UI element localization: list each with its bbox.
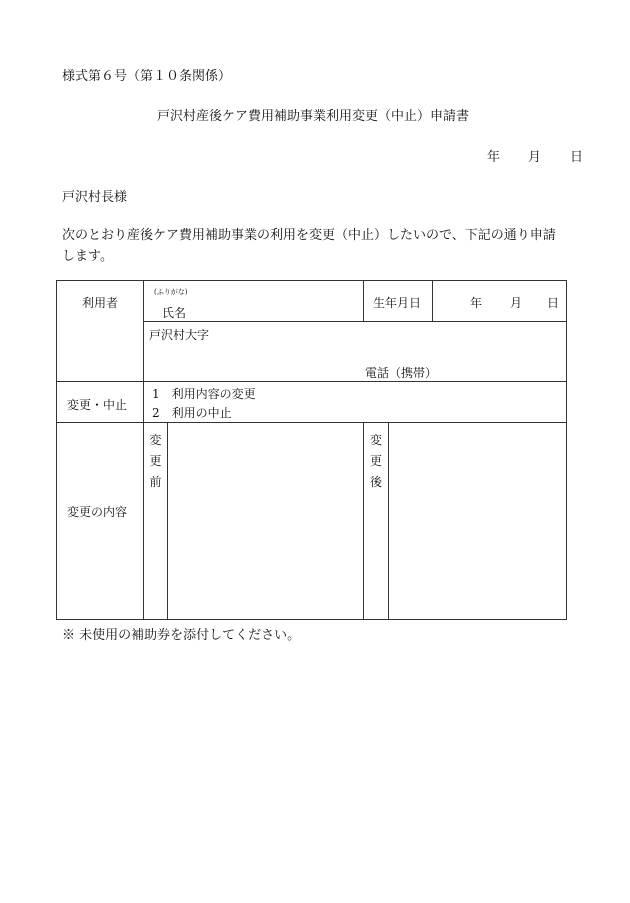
name-label: 氏名 bbox=[162, 306, 187, 320]
footnote: ※ 未使用の補助券を添付してください。 bbox=[62, 628, 301, 643]
change-stop-label: 変更・中止 bbox=[67, 398, 128, 412]
birthdate-label: 生年月日 bbox=[373, 296, 422, 310]
date-year-label: 年 bbox=[487, 150, 501, 165]
date-day-label: 日 bbox=[570, 150, 584, 165]
addressee: 戸沢村長様 bbox=[62, 190, 128, 205]
birth-year-label: 年 bbox=[470, 296, 483, 310]
form-number: 様式第６号（第１０条関係） bbox=[62, 69, 232, 84]
birthdate-field[interactable] bbox=[433, 282, 565, 320]
address-prefix: 戸沢村大字 bbox=[149, 328, 210, 342]
after-change-label: 変 更 後 bbox=[369, 433, 382, 489]
before-change-label: 変 更 前 bbox=[149, 433, 162, 489]
option-change-content[interactable]: 1 利用内容の変更 bbox=[152, 387, 256, 401]
date-month-label: 月 bbox=[528, 150, 542, 165]
option-stop-use[interactable]: 2 利用の中止 bbox=[152, 406, 232, 420]
intro-line-2: します。 bbox=[62, 249, 113, 264]
birth-day-label: 日 bbox=[547, 296, 560, 310]
before-change-field[interactable] bbox=[168, 423, 362, 618]
change-content-label: 変更の内容 bbox=[67, 505, 128, 519]
after-change-field[interactable] bbox=[389, 423, 565, 618]
furigana-label: (ふりがな) bbox=[154, 288, 188, 296]
page-title: 戸沢村産後ケア費用補助事業利用変更（中止）申請書 bbox=[157, 109, 470, 124]
birth-month-label: 月 bbox=[510, 296, 523, 310]
phone-label: 電話（携帯） bbox=[365, 366, 438, 380]
intro-line-1: 次のとおり産後ケア費用補助事業の利用を変更（中止）したいので、下記の通り申請 bbox=[62, 228, 556, 243]
user-label: 利用者 bbox=[82, 296, 119, 310]
